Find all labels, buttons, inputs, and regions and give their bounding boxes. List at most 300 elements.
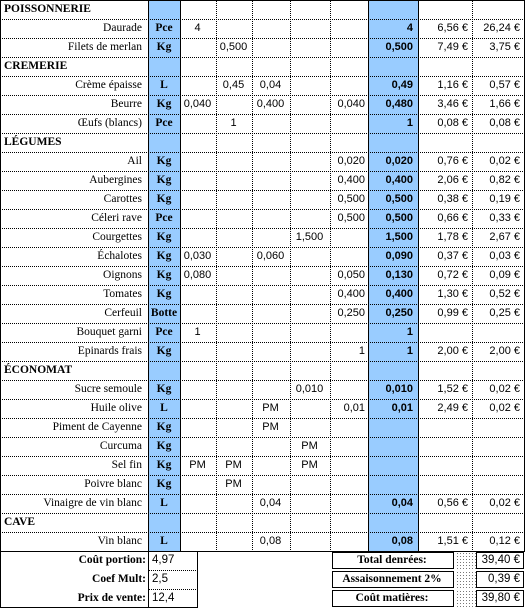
line-cost-cell[interactable]: 0,02 € xyxy=(489,402,520,414)
quantity-cell-3[interactable] xyxy=(254,304,287,322)
line-cost-cell[interactable]: 0,02 € xyxy=(489,383,520,395)
grid-line-h xyxy=(148,589,198,590)
quantity-cell-2[interactable] xyxy=(218,285,249,303)
ingredient-name[interactable]: Carottes xyxy=(103,193,142,205)
total-quantity-cell[interactable]: 1 xyxy=(406,117,413,129)
quantity-cell-3[interactable]: 0,08 xyxy=(259,535,282,547)
grid-line-v xyxy=(148,0,149,552)
quantity-cell-1[interactable] xyxy=(182,38,213,56)
quantity-cell-3[interactable]: PM xyxy=(262,421,279,433)
total_denrees-label: Total denrées: xyxy=(357,554,427,566)
total-quantity-cell[interactable]: 0,500 xyxy=(385,193,413,205)
quantity-cell-2[interactable] xyxy=(218,95,249,113)
quantity-cell-3[interactable] xyxy=(254,19,287,37)
grid-line-v xyxy=(180,0,181,552)
coef_mult-value[interactable]: 2,5 xyxy=(152,573,168,585)
quantity-cell-5[interactable] xyxy=(332,38,365,56)
unit-cell[interactable]: Kg xyxy=(156,250,172,262)
ingredient-name[interactable]: Curcuma xyxy=(99,440,142,452)
quantity-cell-2[interactable]: 0,500 xyxy=(219,41,248,53)
unit-cell[interactable]: Kg xyxy=(156,345,172,357)
quantity-cell-1[interactable]: PM xyxy=(189,459,206,471)
quantity-cell-5[interactable] xyxy=(332,418,365,436)
prix_vente-value[interactable]: 12,4 xyxy=(152,592,175,604)
assaisonnement-label-frame xyxy=(332,571,454,588)
grid-line-v xyxy=(368,0,369,552)
unit-price-cell[interactable]: 0,99 € xyxy=(437,307,468,319)
grid-line-h xyxy=(0,38,525,39)
quantity-cell-3[interactable]: PM xyxy=(262,402,279,414)
unit-price-cell[interactable] xyxy=(420,456,468,474)
total-quantity-cell[interactable] xyxy=(370,437,413,455)
total-quantity-cell[interactable]: 0,500 xyxy=(385,212,413,224)
ingredient-name[interactable]: Vin blanc xyxy=(97,535,142,547)
quantity-cell-1[interactable] xyxy=(182,114,213,132)
line-cost-cell[interactable]: 0,57 € xyxy=(489,79,520,91)
quantity-cell-3[interactable] xyxy=(254,38,287,56)
ingredient-name[interactable]: Ail xyxy=(127,155,142,167)
unit-cell[interactable]: Kg xyxy=(156,421,172,433)
total_denrees-value-pattern xyxy=(456,552,476,569)
ingredient-name[interactable]: Piment de Cayenne xyxy=(52,421,142,433)
cout_portion-value[interactable]: 4,97 xyxy=(152,554,175,566)
total_denrees-value-frame xyxy=(476,552,524,569)
quantity-cell-5[interactable] xyxy=(332,532,365,550)
quantity-cell-2[interactable] xyxy=(218,152,249,170)
line-cost-cell[interactable]: 0,19 € xyxy=(489,193,520,205)
assaisonnement-value-pattern xyxy=(456,571,476,588)
unit-price-cell[interactable] xyxy=(420,437,468,455)
total-quantity-cell[interactable]: 0,01 xyxy=(391,402,413,414)
line-cost-cell[interactable]: 0,09 € xyxy=(489,269,520,281)
grid-line-v xyxy=(148,551,149,608)
cout_matieres-value[interactable]: 39,80 € xyxy=(481,592,520,604)
cout_matieres-label: Coût matières: xyxy=(355,592,429,604)
unit-price-cell[interactable]: 0,76 € xyxy=(437,155,468,167)
unit-cell[interactable]: Kg xyxy=(156,288,172,300)
ingredient-name[interactable]: Huile olive xyxy=(90,402,142,414)
ingredient-name[interactable]: Sel fin xyxy=(111,459,142,471)
grid-line-h xyxy=(0,494,525,495)
unit-cell[interactable]: Pce xyxy=(155,22,173,34)
quantity-cell-3[interactable] xyxy=(254,266,287,284)
quantity-cell-4[interactable] xyxy=(292,171,327,189)
grid-line-h xyxy=(0,209,525,210)
quantity-cell-2[interactable] xyxy=(218,266,249,284)
total-quantity-cell[interactable] xyxy=(370,456,413,474)
grid-line-h xyxy=(0,304,525,305)
ingredient-name[interactable]: Daurade xyxy=(103,22,142,34)
total_denrees-label-frame xyxy=(332,552,454,569)
line-cost-cell[interactable]: 0,12 € xyxy=(489,535,520,547)
quantity-cell-5[interactable]: 0,040 xyxy=(337,98,365,110)
quantity-cell-1[interactable] xyxy=(182,209,213,227)
quantity-cell-2[interactable] xyxy=(218,228,249,246)
ingredient-name[interactable]: Échalotes xyxy=(97,250,142,262)
grid-line-v xyxy=(418,0,419,552)
quantity-cell-4[interactable] xyxy=(292,475,327,493)
quantity-cell-2[interactable] xyxy=(218,247,249,265)
quantity-cell-5[interactable]: 0,050 xyxy=(337,269,365,281)
grid-line-h xyxy=(0,437,525,438)
quantity-cell-5[interactable]: 0,400 xyxy=(337,288,365,300)
unit-price-cell[interactable]: 0,38 € xyxy=(437,193,468,205)
quantity-cell-1[interactable] xyxy=(182,532,213,550)
line-cost-cell[interactable] xyxy=(474,323,520,341)
total-quantity-cell[interactable]: 4 xyxy=(406,22,413,34)
unit-price-cell[interactable] xyxy=(420,475,468,493)
quantity-cell-3[interactable] xyxy=(254,114,287,132)
line-cost-cell[interactable] xyxy=(474,437,520,455)
ingredient-name[interactable]: Filets de merlan xyxy=(67,41,142,53)
grid-line-h xyxy=(0,133,525,134)
unit-price-cell[interactable] xyxy=(420,418,468,436)
quantity-cell-3[interactable] xyxy=(254,171,287,189)
line-cost-cell[interactable]: 0,33 € xyxy=(489,212,520,224)
unit-cell[interactable]: Kg xyxy=(156,459,172,471)
unit-price-cell[interactable]: 0,08 € xyxy=(437,117,468,129)
section-heading: CAVE xyxy=(4,516,36,528)
quantity-cell-4[interactable] xyxy=(292,95,327,113)
quantity-cell-5[interactable] xyxy=(332,380,365,398)
unit-cell[interactable]: L xyxy=(160,402,168,414)
unit-cell[interactable]: Pce xyxy=(155,117,173,129)
unit-price-cell[interactable]: 2,06 € xyxy=(437,174,468,186)
line-cost-cell[interactable] xyxy=(474,475,520,493)
grid-line-h xyxy=(0,152,525,153)
quantity-cell-1[interactable]: 0,040 xyxy=(183,98,212,110)
quantity-cell-3[interactable] xyxy=(254,190,287,208)
ingredient-name[interactable]: Cerfeuil xyxy=(104,307,142,319)
ingredient-name[interactable]: Céleri rave xyxy=(91,212,142,224)
ingredient-name[interactable]: Crème épaisse xyxy=(75,79,142,91)
prix_vente-label: Prix de vente: xyxy=(77,592,146,604)
quantity-cell-5[interactable] xyxy=(332,456,365,474)
unit-price-cell[interactable]: 0,37 € xyxy=(437,250,468,262)
unit-price-cell[interactable]: 0,56 € xyxy=(437,497,468,509)
quantity-cell-4[interactable]: 0,010 xyxy=(295,383,324,395)
grid-line-h xyxy=(0,532,525,533)
quantity-cell-4[interactable] xyxy=(292,190,327,208)
total-quantity-cell[interactable]: 0,020 xyxy=(385,155,413,167)
quantity-cell-5[interactable] xyxy=(332,247,365,265)
unit-cell[interactable]: Kg xyxy=(156,174,172,186)
total-quantity-cell[interactable]: 0,400 xyxy=(385,174,413,186)
grid-line-h xyxy=(0,418,525,419)
quantity-cell-4[interactable]: PM xyxy=(301,459,318,471)
total-quantity-cell[interactable]: 0,010 xyxy=(385,383,413,395)
line-cost-cell[interactable]: 2,67 € xyxy=(489,231,520,243)
grid-line-v xyxy=(0,0,1,552)
unit-cell[interactable]: L xyxy=(160,79,168,91)
grid-line-h xyxy=(0,456,525,457)
quantity-cell-3[interactable]: 0,04 xyxy=(259,497,282,509)
total-quantity-cell[interactable]: 0,400 xyxy=(385,288,413,300)
section-heading: LÉGUMES xyxy=(4,136,62,148)
grid-line-h xyxy=(0,247,525,248)
line-cost-cell[interactable]: 0,02 € xyxy=(489,497,520,509)
unit-cell[interactable]: Kg xyxy=(156,269,172,281)
quantity-cell-4[interactable]: 1,500 xyxy=(295,231,324,243)
quantity-cell-2[interactable]: PM xyxy=(225,459,242,471)
quantity-cell-1[interactable] xyxy=(182,304,213,322)
quantity-cell-4[interactable] xyxy=(292,532,327,550)
grid-line-h xyxy=(0,228,525,229)
quantity-cell-2[interactable] xyxy=(218,190,249,208)
quantity-cell-4[interactable] xyxy=(292,19,327,37)
cout_matieres-value-frame xyxy=(476,590,524,607)
quantity-cell-4[interactable] xyxy=(292,399,327,417)
assaisonnement-value[interactable]: 0,39 € xyxy=(488,573,520,585)
quantity-cell-4[interactable] xyxy=(292,342,327,360)
quantity-cell-3[interactable]: 0,04 xyxy=(259,79,282,91)
grid-line-h xyxy=(0,76,525,77)
quantity-cell-4[interactable] xyxy=(292,323,327,341)
ingredient-name[interactable]: Œufs (blancs) xyxy=(77,117,142,129)
unit-cell[interactable]: L xyxy=(160,497,168,509)
unit-price-cell[interactable]: 1,51 € xyxy=(437,535,468,547)
line-cost-cell[interactable]: 2,00 € xyxy=(489,345,520,357)
quantity-cell-3[interactable] xyxy=(254,437,287,455)
total-quantity-cell[interactable]: 0,480 xyxy=(385,98,413,110)
quantity-cell-3[interactable] xyxy=(254,285,287,303)
coef_mult-label: Coef Mult: xyxy=(92,573,146,585)
unit-price-cell[interactable]: 0,72 € xyxy=(437,269,468,281)
total-quantity-cell[interactable]: 0,500 xyxy=(385,41,413,53)
quantity-cell-5[interactable]: 0,250 xyxy=(337,307,365,319)
unit-cell[interactable]: Kg xyxy=(156,98,172,110)
line-cost-cell[interactable] xyxy=(474,418,520,436)
quantity-cell-1[interactable] xyxy=(182,152,213,170)
unit-cell[interactable]: Kg xyxy=(156,231,172,243)
total-quantity-cell[interactable]: 0,130 xyxy=(385,269,413,281)
grid-line-h xyxy=(0,285,525,286)
quantity-cell-5[interactable]: 0,01 xyxy=(343,402,365,414)
quantity-cell-1[interactable]: 0,080 xyxy=(183,269,212,281)
quantity-cell-1[interactable] xyxy=(182,171,213,189)
section-heading: ÉCONOMAT xyxy=(4,364,73,376)
quantity-cell-5[interactable]: 1 xyxy=(358,345,365,357)
quantity-cell-2[interactable] xyxy=(218,532,249,550)
quantity-cell-1[interactable] xyxy=(182,399,213,417)
quantity-cell-2[interactable] xyxy=(218,342,249,360)
quantity-cell-2[interactable]: 1 xyxy=(230,117,237,129)
quantity-cell-4[interactable]: PM xyxy=(301,440,318,452)
quantity-cell-4[interactable] xyxy=(292,209,327,227)
grid-line-v xyxy=(330,0,331,552)
line-cost-cell[interactable]: 0,52 € xyxy=(489,288,520,300)
unit-cell[interactable]: L xyxy=(160,535,168,547)
quantity-cell-5[interactable] xyxy=(332,437,365,455)
line-cost-cell[interactable]: 26,24 € xyxy=(483,22,520,34)
grid-line-h xyxy=(0,0,525,1)
quantity-cell-1[interactable]: 1 xyxy=(194,326,201,338)
quantity-cell-2[interactable] xyxy=(218,418,249,436)
ingredient-name[interactable]: Sucre semoule xyxy=(74,383,142,395)
quantity-cell-1[interactable] xyxy=(182,190,213,208)
quantity-cell-1[interactable]: 0,030 xyxy=(183,250,212,262)
ingredient-name[interactable]: Poivre blanc xyxy=(84,478,142,490)
quantity-cell-3[interactable] xyxy=(254,342,287,360)
quantity-cell-1[interactable] xyxy=(182,285,213,303)
quantity-cell-5[interactable] xyxy=(332,494,365,512)
quantity-cell-5[interactable]: 0,500 xyxy=(337,193,365,205)
quantity-cell-3[interactable] xyxy=(254,456,287,474)
unit-cell[interactable]: Kg xyxy=(156,193,172,205)
total-quantity-cell[interactable]: 1 xyxy=(406,326,413,338)
quantity-cell-5[interactable] xyxy=(332,19,365,37)
section-heading: CREMERIE xyxy=(4,60,68,72)
quantity-cell-3[interactable]: 0,400 xyxy=(256,98,285,110)
quantity-cell-3[interactable] xyxy=(254,209,287,227)
quantity-cell-5[interactable]: 0,500 xyxy=(337,212,365,224)
cout_matieres-label-frame xyxy=(332,590,454,607)
unit-cell[interactable]: Botte xyxy=(150,307,178,319)
quantity-cell-3[interactable] xyxy=(254,380,287,398)
grid-line-v xyxy=(472,0,473,552)
unit-cell[interactable]: Kg xyxy=(156,41,172,53)
line-cost-cell[interactable] xyxy=(474,456,520,474)
ingredient-name[interactable]: Aubergines xyxy=(89,174,142,186)
total-quantity-cell[interactable] xyxy=(370,418,413,436)
unit-price-cell[interactable] xyxy=(420,323,468,341)
quantity-cell-4[interactable] xyxy=(292,285,327,303)
line-cost-cell[interactable]: 0,02 € xyxy=(489,155,520,167)
quantity-cell-5[interactable] xyxy=(332,114,365,132)
unit-cell[interactable]: Kg xyxy=(156,155,172,167)
quantity-cell-4[interactable] xyxy=(292,418,327,436)
total-quantity-cell[interactable]: 0,04 xyxy=(391,497,413,509)
quantity-cell-3[interactable] xyxy=(254,152,287,170)
quantity-cell-2[interactable]: PM xyxy=(225,478,242,490)
quantity-cell-2[interactable] xyxy=(218,380,249,398)
quantity-cell-3[interactable] xyxy=(254,228,287,246)
left-summary-frame xyxy=(0,551,198,608)
grid-line-h xyxy=(148,570,198,571)
grid-line-h xyxy=(0,361,525,362)
line-cost-cell[interactable]: 0,03 € xyxy=(489,250,520,262)
total_denrees-value[interactable]: 39,40 € xyxy=(481,554,520,566)
quantity-cell-4[interactable] xyxy=(292,76,327,94)
unit-cell[interactable]: Pce xyxy=(155,326,173,338)
quantity-cell-2[interactable]: 0,45 xyxy=(222,79,245,91)
quantity-cell-2[interactable] xyxy=(218,494,249,512)
unit-price-cell[interactable]: 7,49 € xyxy=(437,41,468,53)
cout_portion-label: Coût portion: xyxy=(78,554,146,566)
grid-line-h xyxy=(0,342,525,343)
grid-line-h xyxy=(0,95,525,96)
grid-line-h xyxy=(0,57,525,58)
quantity-cell-1[interactable]: 4 xyxy=(194,22,201,34)
quantity-cell-1[interactable] xyxy=(182,342,213,360)
unit-price-cell[interactable]: 1,30 € xyxy=(437,288,468,300)
quantity-cell-4[interactable] xyxy=(292,114,327,132)
unit-price-cell[interactable]: 0,66 € xyxy=(437,212,468,224)
line-cost-cell[interactable]: 3,75 € xyxy=(489,41,520,53)
grid-line-v xyxy=(290,0,291,552)
total-quantity-cell[interactable] xyxy=(370,475,413,493)
ingredient-name[interactable]: Courgettes xyxy=(92,231,142,243)
quantity-cell-5[interactable]: 0,400 xyxy=(337,174,365,186)
grid-line-h xyxy=(0,513,525,514)
grid-line-h xyxy=(0,171,525,172)
cout_matieres-value-pattern xyxy=(456,590,476,607)
quantity-cell-1[interactable] xyxy=(182,437,213,455)
quantity-cell-1[interactable] xyxy=(182,228,213,246)
line-cost-cell[interactable]: 0,25 € xyxy=(489,307,520,319)
grid-line-v xyxy=(252,0,253,552)
unit-price-cell[interactable]: 3,46 € xyxy=(437,98,468,110)
quantity-cell-5[interactable] xyxy=(332,475,365,493)
quantity-cell-2[interactable] xyxy=(218,209,249,227)
quantity-cell-4[interactable] xyxy=(292,247,327,265)
ingredient-name[interactable]: Tomates xyxy=(103,288,142,300)
quantity-cell-5[interactable] xyxy=(332,76,365,94)
unit-price-cell[interactable]: 1,16 € xyxy=(437,79,468,91)
total-quantity-cell[interactable]: 0,08 xyxy=(391,535,413,547)
quantity-cell-3[interactable] xyxy=(254,323,287,341)
unit-cell[interactable]: Pce xyxy=(155,212,173,224)
unit-price-cell[interactable]: 2,49 € xyxy=(437,402,468,414)
quantity-cell-2[interactable] xyxy=(218,171,249,189)
ingredient-name[interactable]: Bouquet garni xyxy=(76,326,142,338)
quantity-cell-4[interactable] xyxy=(292,304,327,322)
quantity-cell-1[interactable] xyxy=(182,494,213,512)
quantity-cell-4[interactable] xyxy=(292,152,327,170)
quantity-cell-4[interactable] xyxy=(292,266,327,284)
quantity-cell-1[interactable] xyxy=(182,418,213,436)
quantity-cell-3[interactable]: 0,060 xyxy=(256,250,285,262)
quantity-cell-3[interactable] xyxy=(254,475,287,493)
quantity-cell-4[interactable] xyxy=(292,38,327,56)
assaisonnement-label: Assaisonnement 2% xyxy=(342,573,442,585)
quantity-cell-2[interactable] xyxy=(218,437,249,455)
quantity-cell-5[interactable] xyxy=(332,228,365,246)
ingredient-name[interactable]: Oignons xyxy=(103,269,142,281)
unit-price-cell[interactable]: 1,78 € xyxy=(437,231,468,243)
unit-price-cell[interactable]: 6,56 € xyxy=(437,22,468,34)
ingredient-name[interactable]: Beurre xyxy=(110,98,142,110)
unit-price-cell[interactable]: 2,00 € xyxy=(437,345,468,357)
quantity-cell-1[interactable] xyxy=(182,76,213,94)
grid-line-h xyxy=(0,266,525,267)
unit-price-cell[interactable]: 1,52 € xyxy=(437,383,468,395)
quantity-cell-5[interactable] xyxy=(332,323,365,341)
quantity-cell-1[interactable] xyxy=(182,475,213,493)
unit-cell[interactable]: Kg xyxy=(156,478,172,490)
total-quantity-cell[interactable]: 1 xyxy=(406,345,413,357)
total-quantity-cell[interactable]: 0,49 xyxy=(391,79,413,91)
line-cost-cell[interactable]: 0,82 € xyxy=(489,174,520,186)
ingredient-name[interactable]: Epinards frais xyxy=(77,345,142,357)
total-quantity-cell[interactable]: 0,250 xyxy=(385,307,413,319)
total-quantity-cell[interactable]: 0,090 xyxy=(385,250,413,262)
quantity-cell-2[interactable] xyxy=(218,399,249,417)
line-cost-cell[interactable]: 0,08 € xyxy=(489,117,520,129)
quantity-cell-5[interactable]: 0,020 xyxy=(337,155,365,167)
line-cost-cell[interactable]: 1,66 € xyxy=(489,98,520,110)
quantity-cell-2[interactable] xyxy=(218,304,249,322)
quantity-cell-4[interactable] xyxy=(292,494,327,512)
unit-cell[interactable]: Kg xyxy=(156,440,172,452)
unit-cell[interactable]: Kg xyxy=(156,383,172,395)
quantity-cell-2[interactable] xyxy=(218,323,249,341)
quantity-cell-1[interactable] xyxy=(182,380,213,398)
ingredient-name[interactable]: Vinaigre de vin blanc xyxy=(43,497,142,509)
quantity-cell-2[interactable] xyxy=(218,19,249,37)
total-quantity-cell[interactable]: 1,500 xyxy=(385,231,413,243)
grid-line-h xyxy=(0,190,525,191)
